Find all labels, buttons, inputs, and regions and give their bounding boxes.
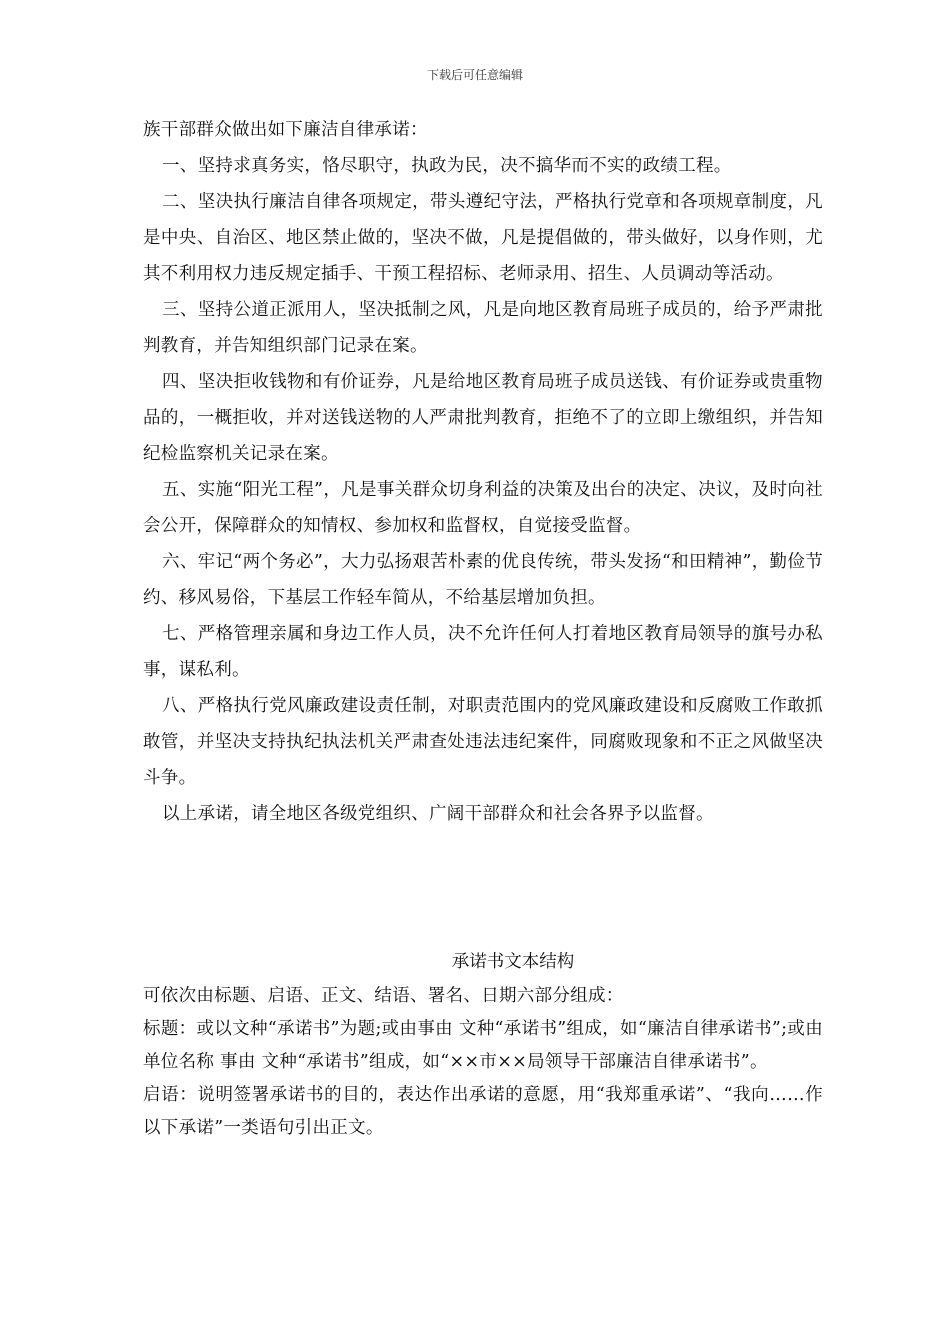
structure-section: [143, 944, 823, 1145]
commitment-item-4: 四、坚决拒收钱物和有价证券，凡是给地区教育局班子成员送钱、有价证券或贵重物品的，一概拒收，并对送钱送物的人严肃批判教育，拒绝不了的立即上缴组织，并告知纪检监察机关记录在案。: [143, 372, 823, 464]
commitment-item-7: 七、严格管理亲属和身边工作人员，决不允许任何人打着地区教育局领导的旗号办私事，谋私利。: [143, 624, 823, 680]
commitment-closing: 以上承诺，请全地区各级党组织、广阔干部群众和社会各界予以监督。: [162, 804, 714, 824]
structure-paragraph: 标题：或以文种“承诺书”为题;或由事由 文种“承诺书”组成，如“廉洁自律承诺书”;或由单位名称 事由 文种“承诺书”组成，如“××市××局领导干部廉洁自律承诺书”。: [143, 1019, 823, 1072]
structure-title: 承诺书文本结构: [451, 952, 575, 972]
commitment-item-3: 三、坚持公道正派用人，坚决抵制之风，凡是向地区教育局班子成员的，给予严肃批判教育，并告知组织部门记录在案。: [143, 300, 823, 356]
commitment-item-8: 八、严格执行党风廉政建设责任制，对职责范围内的党风廉政建设和反腐败工作敢抓敢管，并坚决支持执纪执法机关严肃查处违法违纪案件，同腐败现象和不正之风做坚决斗争。: [143, 696, 823, 788]
commitment-section: [143, 112, 823, 832]
header-note: 下载后可任意编辑: [426, 68, 523, 82]
commitment-item-1: 一、坚持求真务实，恪尽职守，执政为民，决不搞华而不实的政绩工程。: [162, 156, 732, 176]
commitment-item-5: 五、实施“阳光工程”，凡是事关群众切身利益的决策及出台的决定、决议，及时向社会公开，保障群众的知情权、参加权和监督权，自觉接受监督。: [143, 480, 823, 536]
structure-paragraph: 启语：说明签署承诺书的目的，表达作出承诺的意愿，用“我郑重承诺”、“我向……作以下承诺”一类语句引出正文。: [143, 1085, 823, 1138]
commitment-item-6: 六、牢记“两个务必”，大力弘扬艰苦朴素的优良传统，带头发扬“和田精神”，勤俭节约、移风易俗，下基层工作轻车简从，不给基层增加负担。: [143, 552, 823, 608]
structure-paragraph: 可依次由标题、启语、正文、结语、署名、日期六部分组成：: [143, 986, 624, 1006]
commitment-item-2: 二、坚决执行廉洁自律各项规定，带头遵纪守法，严格执行党章和各项规章制度，凡是中央、自治区、地区禁止做的，坚决不做，凡是提倡做的，带头做好，以身作则，尤其不利用权力违反规定插手、干预工程招标、老师录用、招生、人员调动等活动。: [143, 192, 823, 284]
commitment-intro: 族干部群众做出如下廉洁自律承诺：: [143, 120, 428, 140]
